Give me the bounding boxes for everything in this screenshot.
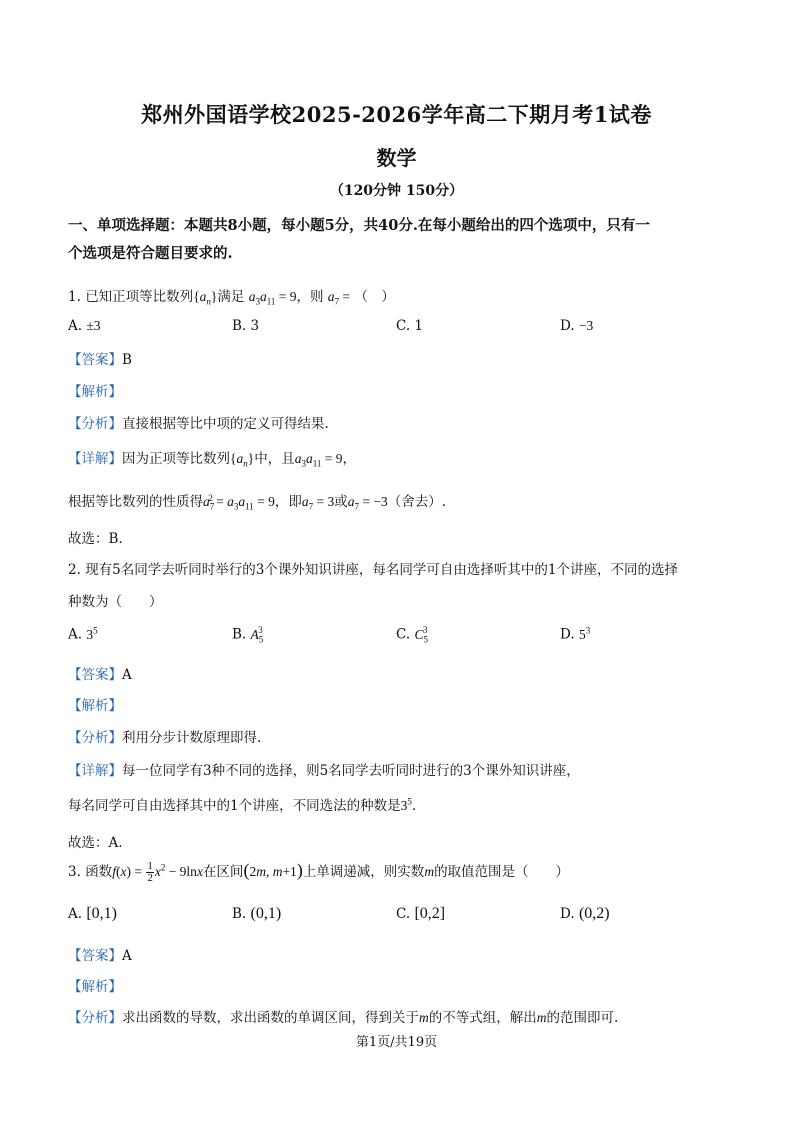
- q2-option-a: A. $3^5$: [68, 625, 98, 643]
- q2-option-c: C. $C_5^3$: [396, 625, 428, 645]
- q1-option-b: B. 3: [232, 318, 260, 334]
- section-heading-line1: 一、单项选择题：本题共8小题，每小题5分，共40分.在每小题给出的四个选项中，只有一: [68, 217, 650, 234]
- q1-conclusion: 故选：B.: [68, 531, 123, 547]
- q1-derivation: 根据等比数列的性质得$a_7^2 = a_3a_{11} = 9$，即$a_7 = 3$或$a_7 = -3$（舍去）.: [68, 492, 447, 512]
- q1-fenxi: 【分析】直接根据等比中项的定义可得结果.: [68, 416, 329, 432]
- formula-function: f(x) = $\frac{1}{2}$ $x^2 - 9\ln x$: [112, 860, 203, 885]
- q1-xiangjie: 【详解】因为正项等比数列$\{a_n\}$中，且$a_3a_{11} = 9$，: [68, 451, 357, 469]
- formula-sequence: $\{a_n\}$: [193, 289, 218, 307]
- q2-option-d: D. $5^3$: [560, 625, 591, 643]
- q1-jiexi-label: 【解析】: [68, 384, 122, 400]
- section-heading-line2: 个选项是符合题目要求的.: [68, 245, 233, 262]
- q1-option-d: D. −3: [560, 318, 594, 334]
- q3-answer: 【答案】A: [68, 948, 132, 964]
- q3-stem: 3. 函数f(x) = $\frac{1}{2}$ $x^2 - 9\ln x$在区间(2m, m+1)上单调递减，则实数m的取值范围是（ ）: [68, 860, 570, 885]
- exam-title: 郑州外国语学校2025-2026学年高二下期月考1试卷: [141, 102, 652, 127]
- exam-subject: 数学: [376, 146, 417, 170]
- q1-option-a: A. ±3: [68, 318, 101, 334]
- q2-xiangjie: 【详解】每一位同学有3种不同的选择，则5名同学去听同时进行的3个课外知识讲座，: [68, 763, 580, 779]
- q2-jiexi-label: 【解析】: [68, 698, 122, 714]
- q3-option-a: A. [0,1): [68, 905, 117, 922]
- q2-option-b: B. $A_5^3$: [232, 625, 264, 645]
- formula-a7: $a_7$ =: [327, 289, 351, 307]
- q2-stem-line2: 种数为（ ）: [68, 594, 163, 610]
- q3-option-b: B. (0,1): [232, 905, 282, 922]
- q2-answer: 【答案】A: [68, 667, 132, 683]
- q3-fenxi: 【分析】求出函数的导数，求出函数的单调区间，得到关于m的不等式组，解出m的范围即可.: [68, 1010, 619, 1026]
- q2-conclusion: 故选：A.: [68, 835, 123, 851]
- q2-fenxi: 【分析】利用分步计数原理即得.: [68, 730, 262, 746]
- q1-option-c: C. 1: [396, 318, 424, 334]
- q1-answer: 【答案】B: [68, 352, 132, 368]
- q1-stem: 1. 已知正项等比数列$\{a_n\}$满足 $a_3a_{11} = 9$，则 $a_7$ = （ ）: [68, 289, 395, 307]
- q3-option-c: C. [0,2]: [396, 905, 446, 922]
- page-footer: 第1页/共19页: [355, 1035, 438, 1050]
- q2-derivation: 每名同学可自由选择其中的1个讲座，不同选法的种数是$3^5$.: [68, 796, 417, 814]
- q3-jiexi-label: 【解析】: [68, 979, 122, 995]
- exam-meta: （120分钟 150分）: [329, 183, 464, 199]
- q2-stem-line1: 2. 现有5名同学去听同时举行的3个课外知识讲座，每名同学可自由选择听其中的1个讲座，不同的选择: [68, 562, 678, 578]
- q3-option-d: D. (0,2): [560, 905, 610, 922]
- formula-a3a11: $a_3a_{11} = 9$: [248, 289, 297, 307]
